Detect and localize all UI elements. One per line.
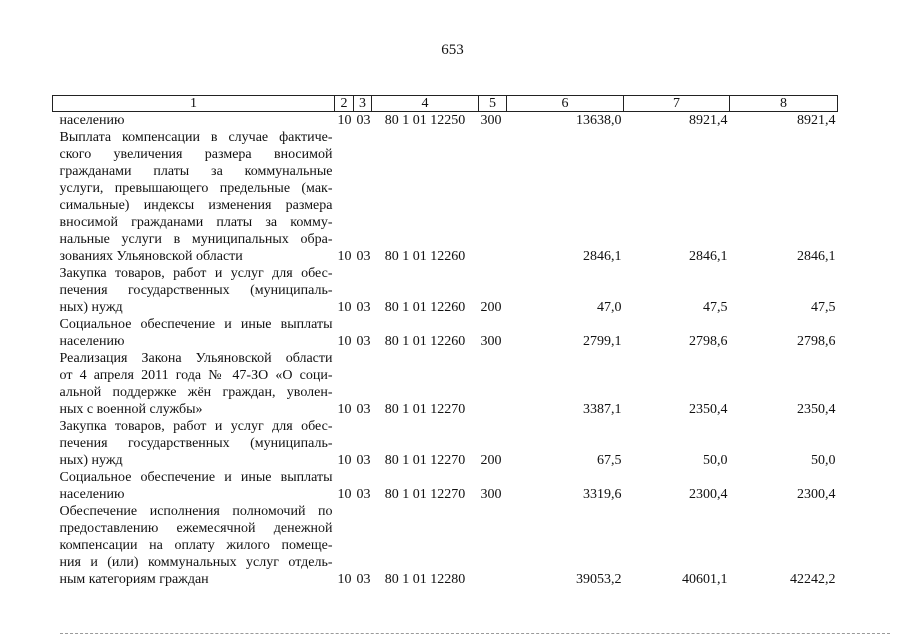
target-article-code: 80 1 01 12270 (384, 487, 466, 502)
header-col-4: 4 (372, 96, 479, 112)
description-line: населению (59, 487, 125, 502)
description-line: Социальное обеспечение и иные выплаты (59, 470, 333, 485)
subsection-code: 03 (356, 453, 371, 468)
subsection-code: 03 (356, 334, 371, 349)
target-article-code: 80 1 01 12260 (384, 334, 466, 349)
description-line: вносимой гражданами платы за комму- (59, 215, 333, 230)
target-article-code: 80 1 01 12260 (384, 249, 466, 264)
row-description (53, 316, 335, 350)
expense-type-code (479, 350, 507, 418)
amount-col-8: 42242,2 (790, 572, 836, 587)
row-description (53, 418, 335, 469)
amount-col-6: 2846,1 (583, 249, 622, 264)
amount-col-8: 8921,4 (797, 113, 836, 128)
budget-table (52, 95, 838, 588)
target-article-code: 80 1 01 12270 (384, 402, 466, 417)
section-code: 10 (337, 487, 352, 502)
amount-col-6: 67,5 (597, 453, 622, 468)
header-col-1: 1 (53, 96, 335, 112)
description-line: печения государственных (муниципаль- (59, 283, 333, 298)
description-line: Выплата компенсации в случае фактиче- (59, 130, 333, 145)
subsection-code: 03 (356, 113, 371, 128)
page-bottom-rule (60, 633, 890, 634)
table-body (53, 112, 838, 589)
description-line: предоставлению ежемесячной денежной (59, 521, 333, 536)
table-row (53, 129, 838, 265)
amount-col-6: 3387,1 (583, 402, 622, 417)
row-description (53, 469, 335, 503)
table-row (53, 265, 838, 316)
description-line: Социальное обеспечение и иные выплаты (59, 317, 333, 332)
description-line: зованиях Ульяновской области (59, 249, 243, 264)
amount-col-8: 2798,6 (797, 334, 836, 349)
amount-col-7: 8921,4 (689, 113, 728, 128)
table-row (53, 112, 838, 130)
description-line: ных с военной службы» (59, 402, 203, 417)
table-row (53, 316, 838, 350)
description-line: печения государственных (муниципаль- (59, 436, 333, 451)
row-description (53, 112, 335, 130)
description-line: Реализация Закона Ульяновской области (59, 351, 333, 366)
expense-type-code: 300 (480, 487, 502, 502)
section-code: 10 (337, 453, 352, 468)
description-line: гражданами платы за коммунальные (59, 164, 333, 179)
amount-col-7: 40601,1 (682, 572, 728, 587)
description-line: от 4 апреля 2011 года № 47-ЗО «О соци- (59, 368, 333, 383)
amount-col-8: 2350,4 (797, 402, 836, 417)
amount-col-7: 2798,6 (689, 334, 728, 349)
amount-col-7: 2350,4 (689, 402, 728, 417)
table-row (53, 503, 838, 588)
section-code: 10 (337, 300, 352, 315)
amount-col-6: 39053,2 (576, 572, 622, 587)
amount-col-7: 47,5 (703, 300, 728, 315)
description-line: ным категориям граждан (59, 572, 209, 587)
subsection-code: 03 (356, 249, 371, 264)
description-line: нальные услуги в муниципальных обра- (59, 232, 333, 247)
description-line: Закупка товаров, работ и услуг для обес- (59, 266, 333, 281)
subsection-code: 03 (356, 572, 371, 587)
target-article-code: 80 1 01 12270 (384, 453, 466, 468)
description-line: ния и (или) коммунальных услуг отдель- (59, 555, 333, 570)
expense-type-code: 300 (480, 113, 502, 128)
header-col-3: 3 (354, 96, 372, 112)
target-article-code: 80 1 01 12280 (384, 572, 466, 587)
target-article-code: 80 1 01 12260 (384, 300, 466, 315)
amount-col-8: 50,0 (811, 453, 836, 468)
amount-col-6: 47,0 (597, 300, 622, 315)
target-article-code: 80 1 01 12250 (384, 113, 466, 128)
description-line: Обеспечение исполнения полномочий по (59, 504, 333, 519)
amount-col-6: 3319,6 (583, 487, 622, 502)
amount-col-8: 47,5 (811, 300, 836, 315)
column-number-header (53, 96, 838, 112)
table-row (53, 418, 838, 469)
description-line: альной поддержке жён граждан, уволен- (59, 385, 333, 400)
amount-col-7: 2300,4 (689, 487, 728, 502)
description-line: ных) нужд (59, 300, 123, 315)
expense-type-code: 200 (480, 300, 502, 315)
section-code: 10 (337, 249, 352, 264)
description-line: ского увеличения размера вносимой (59, 147, 333, 162)
amount-col-7: 50,0 (703, 453, 728, 468)
amount-col-7: 2846,1 (689, 249, 728, 264)
table-row (53, 350, 838, 418)
header-col-8: 8 (730, 96, 838, 112)
header-col-6: 6 (507, 96, 624, 112)
subsection-code: 03 (356, 487, 371, 502)
amount-col-8: 2846,1 (797, 249, 836, 264)
section-code: 10 (337, 334, 352, 349)
section-code: 10 (337, 402, 352, 417)
header-col-2: 2 (335, 96, 354, 112)
amount-col-8: 2300,4 (797, 487, 836, 502)
row-description (53, 129, 335, 265)
row-description (53, 265, 335, 316)
row-description (53, 350, 335, 418)
description-line: симальные) индексы изменения размера (59, 198, 333, 213)
header-col-5: 5 (479, 96, 507, 112)
description-line: населению (59, 113, 125, 128)
expense-type-code: 200 (480, 453, 502, 468)
expense-type-code (479, 129, 507, 265)
description-line: компенсации на оплату жилого помеще- (59, 538, 333, 553)
description-line: населению (59, 334, 125, 349)
subsection-code: 03 (356, 402, 371, 417)
description-line: Закупка товаров, работ и услуг для обес- (59, 419, 333, 434)
section-code: 10 (337, 113, 352, 128)
amount-col-6: 13638,0 (576, 113, 622, 128)
expense-type-code (479, 503, 507, 588)
page-number: 653 (441, 42, 464, 58)
header-col-7: 7 (624, 96, 730, 112)
row-description (53, 503, 335, 588)
amount-col-6: 2799,1 (583, 334, 622, 349)
section-code: 10 (337, 572, 352, 587)
description-line: услуги, превышающего предельные (мак- (59, 181, 333, 196)
table-row (53, 469, 838, 503)
description-line: ных) нужд (59, 453, 123, 468)
expense-type-code: 300 (480, 334, 502, 349)
subsection-code: 03 (356, 300, 371, 315)
